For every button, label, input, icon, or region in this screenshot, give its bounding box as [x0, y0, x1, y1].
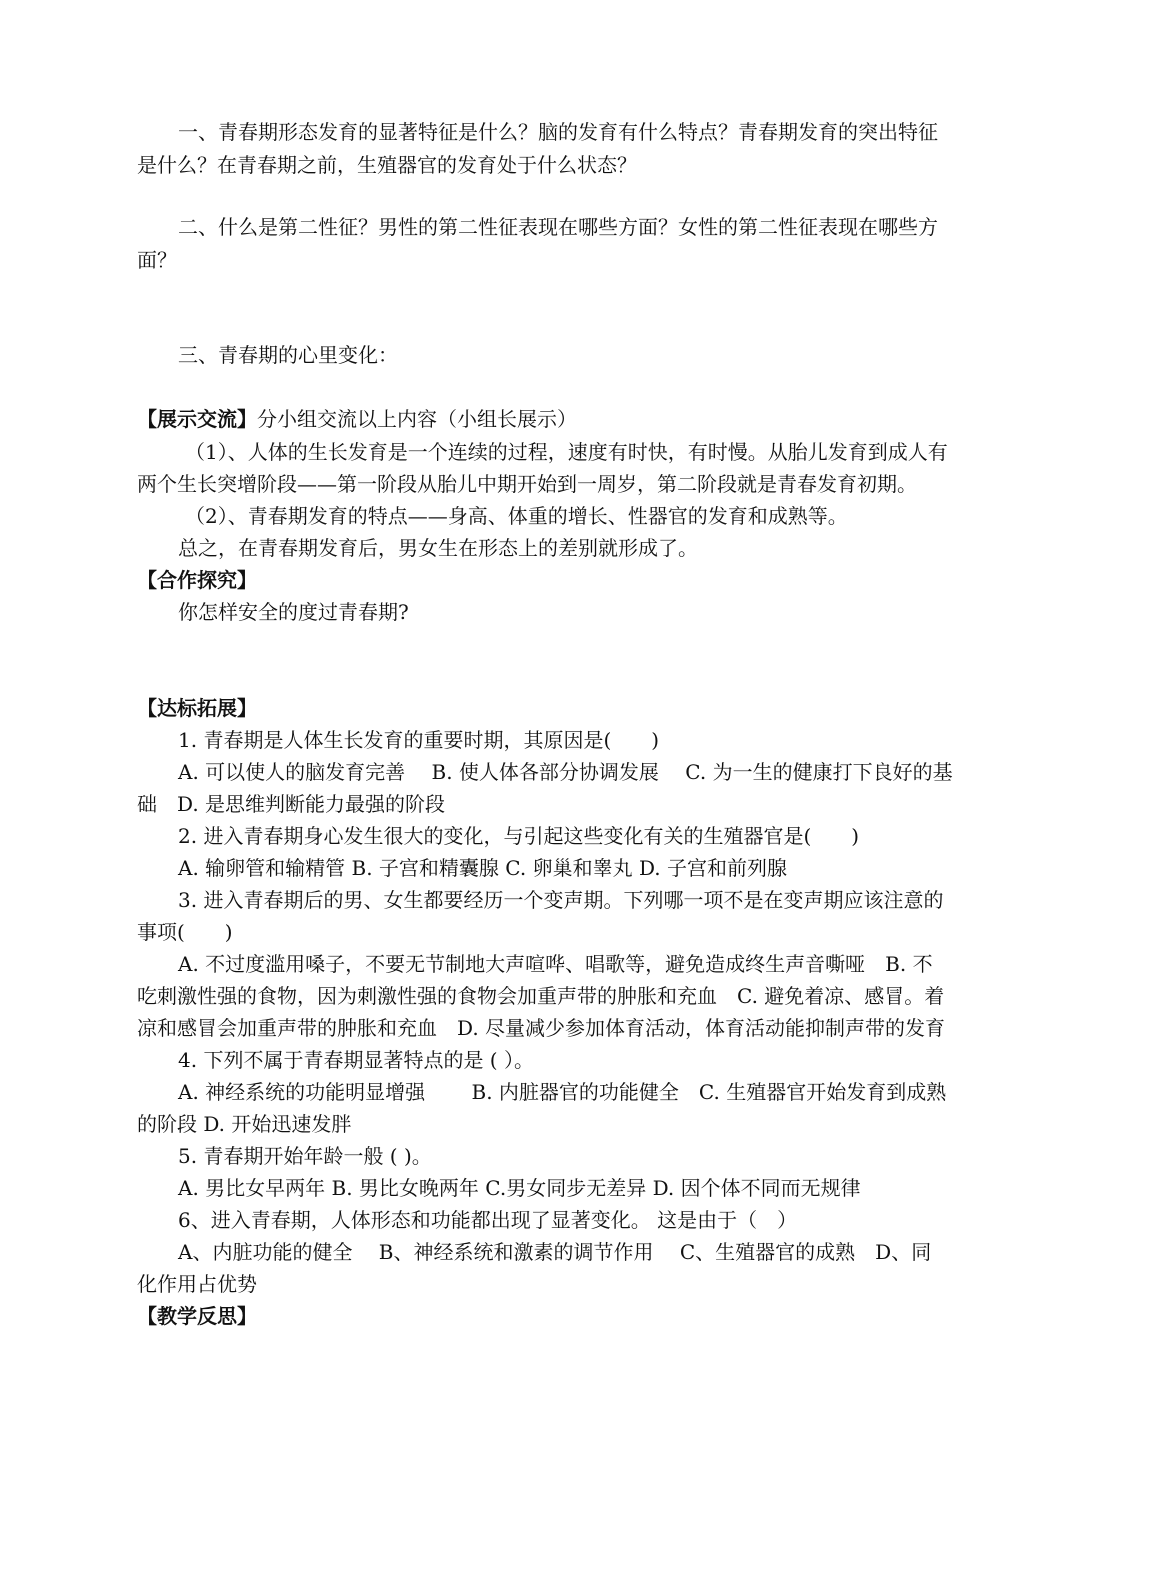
show-intro: 分小组交流以上内容（小组长展示） — [257, 407, 577, 431]
ext-q3-line-2: 事项( ) — [137, 920, 233, 944]
question-3: 三、青春期的心里变化： — [178, 343, 398, 367]
ext-q3-options-line-1: A. 不过度滥用嗓子，不要无节制地大声喧哗、唱歌等，避免造成终生声音嘶哑 B. 不 — [178, 952, 933, 976]
question-1-line-1: 一、青春期形态发育的显著特征是什么？脑的发育有什么特点？青春期发育的突出特征 — [178, 120, 938, 144]
reflect-heading: 【教学反思】 — [137, 1304, 257, 1328]
ext-q6: 6、进入青春期，人体形态和功能都出现了显著变化。 这是由于（ ） — [178, 1208, 798, 1232]
ext-q3-options-line-3: 凉和感冒会加重声带的肿胀和充血 D. 尽量减少参加体育活动，体育活动能抑制声带的发育 — [137, 1016, 946, 1040]
coop-heading: 【合作探究】 — [137, 568, 257, 592]
coop-text: 你怎样安全的度过青春期? — [178, 600, 409, 624]
ext-q4-options-line-1: A. 神经系统的功能明显增强 B. 内脏器官的功能健全 C. 生殖器官开始发育到成熟 — [178, 1080, 947, 1104]
show-section — [137, 403, 577, 435]
ext-q5: 5. 青春期开始年龄一般 ( )。 — [178, 1144, 432, 1168]
ext-q1-options-line-2: 础 D. 是思维判断能力最强的阶段 — [137, 792, 446, 816]
show-p1-line-2: 两个生长突增阶段——第一阶段从胎儿中期开始到一周岁，第二阶段就是青春发育初期。 — [137, 472, 917, 496]
ext-q4: 4. 下列不属于青春期显著特点的是 ( ）。 — [178, 1048, 534, 1072]
ext-q5-options: A. 男比女早两年 B. 男比女晚两年 C.男女同步无差异 D. 因个体不同而无规律 — [178, 1176, 861, 1200]
question-2-line-2: 面？ — [137, 248, 177, 272]
ext-q1: 1. 青春期是人体生长发育的重要时期，其原因是( ) — [178, 728, 660, 752]
ext-q1-options-line-1: A. 可以使人的脑发育完善 B. 使人体各部分协调发展 C. 为一生的健康打下良好的基 — [178, 760, 953, 784]
show-heading: 【展示交流】 — [137, 407, 257, 431]
show-p1-line-1: （1）、人体的生长发育是一个连续的过程，速度有时快，有时慢。从胎儿发育到成人有 — [185, 440, 948, 464]
ext-q2: 2. 进入青春期身心发生很大的变化，与引起这些变化有关的生殖器官是( ) — [178, 824, 860, 848]
question-2-line-1: 二、什么是第二性征？男性的第二性征表现在哪些方面？女性的第二性征表现在哪些方 — [178, 215, 938, 239]
ext-heading: 【达标拓展】 — [137, 696, 257, 720]
show-p3: 总之，在青春期发育后，男女生在形态上的差别就形成了。 — [178, 536, 698, 560]
ext-q3-line-1: 3. 进入青春期后的男、女生都要经历一个变声期。下列哪一项不是在变声期应该注意的 — [178, 888, 944, 912]
ext-q2-options: A. 输卵管和输精管 B. 子宫和精囊腺 C. 卵巢和睾丸 D. 子宫和前列腺 — [178, 856, 787, 880]
ext-q6-options-line-1: A、内脏功能的健全 B、神经系统和激素的调节作用 C、生殖器官的成熟 D、同 — [178, 1240, 932, 1264]
ext-q6-options-line-2: 化作用占优势 — [137, 1272, 257, 1296]
show-p2: （2）、青春期发育的特点——身高、体重的增长、性器官的发育和成熟等。 — [185, 504, 848, 528]
question-1-line-2: 是什么？在青春期之前，生殖器官的发育处于什么状态？ — [137, 153, 637, 177]
ext-q3-options-line-2: 吃刺激性强的食物，因为刺激性强的食物会加重声带的肿胀和充血 C. 避免着凉、感冒。着 — [137, 984, 945, 1008]
ext-q4-options-line-2: 的阶段 D. 开始迅速发胖 — [137, 1112, 352, 1136]
